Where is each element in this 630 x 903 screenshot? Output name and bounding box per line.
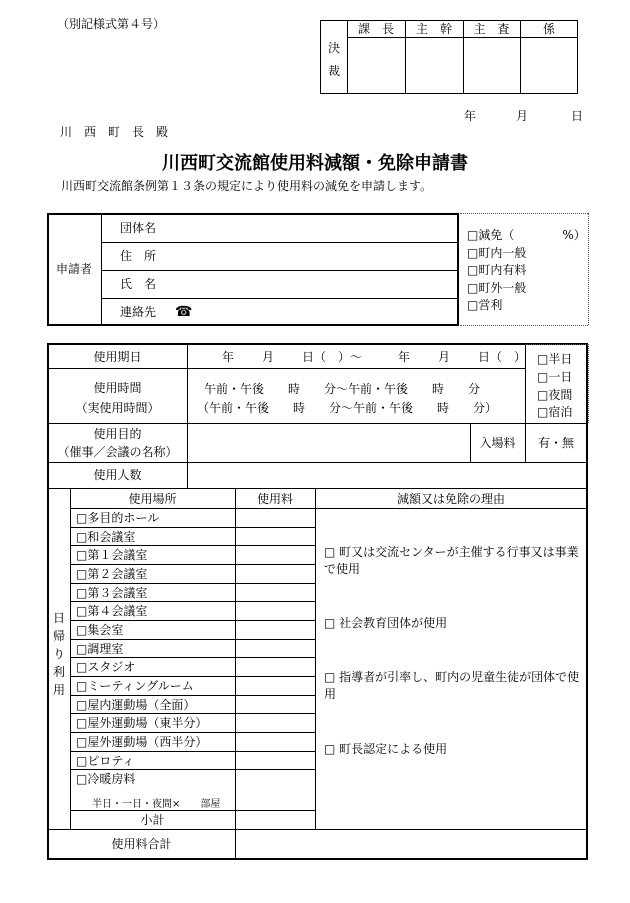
- entry-fee-value[interactable]: 有・無: [537, 436, 574, 450]
- addressee: 川 西 町 長 殿: [60, 125, 169, 139]
- place-row-divider: [70, 695, 315, 696]
- place-fee-input[interactable]: [238, 547, 312, 562]
- place-option[interactable]: □第１会議室: [76, 548, 148, 562]
- reason-social-education[interactable]: □ 社会教育団体が使用: [324, 616, 448, 630]
- header-reason: 減額又は免除の理由: [396, 492, 505, 506]
- subtotal-label: 小計: [140, 813, 165, 827]
- place-option[interactable]: □調理室: [76, 642, 124, 656]
- place-row-divider: [70, 620, 315, 621]
- field-label-name: 氏 名: [120, 277, 157, 291]
- place-option[interactable]: □冷暖房料: [76, 772, 136, 786]
- place-option[interactable]: □屋外運動場（東半分）: [76, 716, 208, 730]
- place-row-divider: [70, 751, 315, 752]
- place-option[interactable]: □ピロティ: [76, 754, 135, 768]
- place-fee-input[interactable]: [238, 529, 312, 544]
- place-row-divider: [70, 713, 315, 714]
- field-label-group: 団体名: [120, 221, 157, 235]
- page-title: 川西町交流館使用料減額・免除申請書: [162, 153, 468, 174]
- place-option[interactable]: □第２会議室: [76, 567, 148, 581]
- dayuse-side-1: 日: [52, 611, 65, 625]
- place-fee-input[interactable]: [238, 603, 312, 618]
- place-row-divider: [70, 769, 315, 770]
- place-fee-input[interactable]: [238, 678, 312, 693]
- time-label: 使用時間: [93, 381, 142, 395]
- place-fee-input[interactable]: [238, 585, 312, 600]
- form-number: （別記様式第４号）: [57, 17, 166, 31]
- period-label: 使用期日: [93, 350, 142, 364]
- dayuse-side-2: 帰: [52, 629, 65, 643]
- category-local-paid[interactable]: □町内有料: [467, 263, 527, 277]
- place-row-divider: [70, 601, 315, 602]
- cooling-note: 半日・一日・夜間× 部屋: [92, 799, 221, 810]
- approval-header-kakari: 係: [542, 22, 555, 36]
- category-commercial[interactable]: □営利: [467, 298, 503, 312]
- period-year-2: 年: [398, 350, 411, 364]
- contact-input[interactable]: [208, 300, 454, 324]
- reason-student-group[interactable]: □ 指導者が引率し、町内の児童生徒が団体で使用: [324, 670, 580, 701]
- place-fee-input[interactable]: [238, 753, 312, 768]
- reason-town-event[interactable]: □ 町又は交流センターが主催する行事又は事業で使用: [324, 545, 579, 576]
- people-label: 使用人数: [93, 468, 142, 482]
- dayuse-side-3: り: [52, 647, 65, 661]
- place-option[interactable]: □スタジオ: [76, 660, 136, 674]
- slot-night[interactable]: □夜間: [537, 388, 573, 402]
- place-row-divider: [70, 639, 315, 640]
- purpose-input[interactable]: [190, 426, 466, 459]
- header-fee: 使用料: [256, 492, 293, 506]
- place-row-divider: [70, 545, 315, 546]
- subtotal-input[interactable]: [238, 812, 312, 828]
- place-row-divider: [70, 732, 315, 733]
- place-fee-input[interactable]: [238, 734, 312, 749]
- place-fee-input[interactable]: [238, 566, 312, 581]
- place-fee-input[interactable]: [238, 622, 312, 637]
- intro-text: 川西町交流館条例第１３条の規定により使用料の減免を申請します。: [61, 179, 433, 193]
- purpose-label: 使用目的: [93, 427, 142, 441]
- category-exemption[interactable]: □減免（ %）: [467, 228, 586, 242]
- place-row-divider: [70, 676, 315, 677]
- entry-fee-label: 入場料: [479, 436, 516, 450]
- place-option[interactable]: □ミーティングルーム: [76, 679, 194, 693]
- place-fee-input[interactable]: [238, 510, 312, 525]
- field-label-address: 住 所: [120, 249, 157, 263]
- approval-side-1: 決: [328, 41, 341, 55]
- slot-half-day[interactable]: □半日: [537, 352, 573, 366]
- date-year: 年: [464, 109, 477, 123]
- reason-mayor-approval[interactable]: □ 町長認定による使用: [324, 742, 448, 756]
- period-day-1: 日（ ）～: [302, 350, 363, 364]
- approval-header-kanji: 主 幹: [415, 22, 452, 36]
- slot-overnight[interactable]: □宿泊: [537, 405, 573, 419]
- people-input[interactable]: [190, 465, 584, 486]
- category-outside-general[interactable]: □町外一般: [467, 281, 527, 295]
- date-month: 月: [516, 109, 529, 123]
- date-day: 日: [571, 109, 584, 123]
- time-value-actual[interactable]: （午前・午後 時 分～午前・午後 時 分）: [197, 401, 498, 415]
- place-fee-input[interactable]: [238, 659, 312, 674]
- total-label: 使用料合計: [111, 837, 172, 851]
- place-row-divider: [70, 527, 315, 528]
- place-fee-input[interactable]: [238, 641, 312, 656]
- total-input[interactable]: [238, 832, 584, 857]
- time-label-actual: （実使用時間）: [75, 401, 160, 415]
- purpose-label-sub: （催事／会議の名称）: [57, 445, 178, 459]
- name-input[interactable]: [208, 272, 454, 296]
- place-option[interactable]: □屋外運動場（西半分）: [76, 735, 208, 749]
- place-fee-input[interactable]: [238, 697, 312, 712]
- header-place: 使用場所: [128, 492, 177, 506]
- applicant-label: 申請者: [56, 262, 93, 276]
- approval-header-shusa: 主 査: [473, 22, 510, 36]
- field-label-contact: 連絡先: [120, 305, 157, 319]
- slot-full-day[interactable]: □一日: [537, 370, 573, 384]
- group-name-input[interactable]: [208, 216, 454, 240]
- approval-header-chief: 課 長: [357, 22, 394, 36]
- period-day-2: 日（ ）: [478, 350, 527, 364]
- place-row-divider: [70, 583, 315, 584]
- time-value[interactable]: 午前・午後 時 分～午前・午後 時 分: [204, 382, 481, 396]
- place-fee-input[interactable]: [238, 715, 312, 730]
- place-row-divider: [70, 657, 315, 658]
- address-input[interactable]: [208, 244, 454, 268]
- period-year-1: 年: [222, 350, 235, 364]
- dayuse-side-4: 利: [52, 665, 65, 679]
- phone-icon: ☎: [175, 304, 193, 320]
- place-option[interactable]: □集会室: [76, 623, 124, 637]
- dayuse-side-5: 用: [52, 683, 65, 697]
- place-option[interactable]: □屋内運動場（全面）: [76, 698, 196, 712]
- approval-side-2: 裁: [328, 64, 341, 78]
- place-fee-input[interactable]: [238, 771, 312, 786]
- place-option[interactable]: □多目的ホール: [76, 511, 160, 525]
- period-month-1: 月: [262, 350, 275, 364]
- period-month-2: 月: [438, 350, 451, 364]
- place-option[interactable]: □和会議室: [76, 530, 136, 544]
- place-row-divider: [70, 564, 315, 565]
- place-option[interactable]: □第３会議室: [76, 586, 148, 600]
- category-local-general[interactable]: □町内一般: [467, 246, 527, 260]
- place-option[interactable]: □第４会議室: [76, 604, 148, 618]
